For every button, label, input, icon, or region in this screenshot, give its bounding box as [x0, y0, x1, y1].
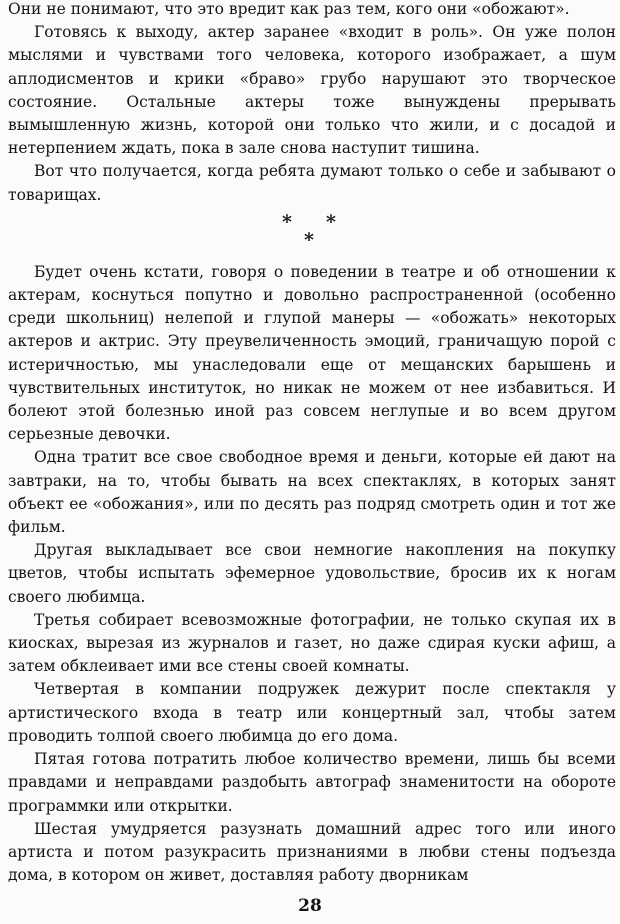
paragraph: Третья собирает всевозможные фотографии, не только скупая их в киосках, вырезая из журналов и газет, но даже сдирая куски афиш, а затем обклеивает ими все стены своей комнаты. [8, 610, 616, 676]
section-separator [8, 209, 616, 259]
paragraph: Будет очень кстати, говоря о поведении в театре и об отношении к актерам, коснуться попутно и довольно распространенной (особенно среди школьниц) нелепой и глупой манеры — «обожать» некоторых актеров и актрис. Эту преувеличенность эмоций, граничащую порой с истеричностью, мы унаследовали еще от мещанских барышень и чувствительных институток, но никак не можем от нее избавиться. И болеют этой болезнью иной раз совсем неглупые и во всем другом серьезные девочки. [8, 262, 616, 444]
asterisk: * [304, 228, 314, 251]
asterisk: * [326, 210, 336, 233]
paragraph: Другая выкладывает все свои немногие накопления на покупку цветов, чтобы испытать эфемерное удовольствие, бросив их к ногам своего любимца. [8, 541, 616, 606]
paragraph: Шестая умудряется разузнать домашний адрес того или иного артиста и потом разукрасить признаниями в любви стены подъезда дома, в котором он живет, доставляя работу дворникам [8, 819, 616, 885]
page-body-text [8, 0, 616, 887]
paragraph: Они не понимают, что это вредит как раз тем, кого они «обожают». [8, 0, 570, 18]
paragraph: Готовясь к выходу, актер заранее «входит в роль». Он уже полон мыслями и чувствами того человека, которого изображает, а шум аплодисментов и крики «браво» грубо нарушают это творческое состояние. Остальные актеры тоже вынуждены прерывать вымышленную жизнь, которой они только что жили, и с досадой и нетерпением ждать, пока в зале снова наступит тишина. [8, 23, 616, 158]
paragraph: Одна тратит все свое свободное время и деньги, которые ей дают на завтраки, на то, чтобы бывать на всех спектаклях, в которых занят объект ее «обожания», или по десять раз подряд смотреть один и тот же фильм. [8, 448, 616, 537]
paragraph: Четвертая в компании подружек дежурит после спектакля у артистического входа в театр или концертный зал, чтобы затем проводить толпой своего любимца до его дома. [8, 680, 616, 745]
page-number: 28 [298, 896, 322, 916]
paragraph: Пятая готова потратить любое количество времени, лишь бы всеми правдами и неправдами раздобыть автограф знаменитости на обороте программки или открытки. [8, 750, 616, 815]
paragraph: Вот что получается, когда ребята думают только о себе и забывают о товарищах. [8, 162, 616, 204]
asterisk: * [282, 210, 292, 233]
